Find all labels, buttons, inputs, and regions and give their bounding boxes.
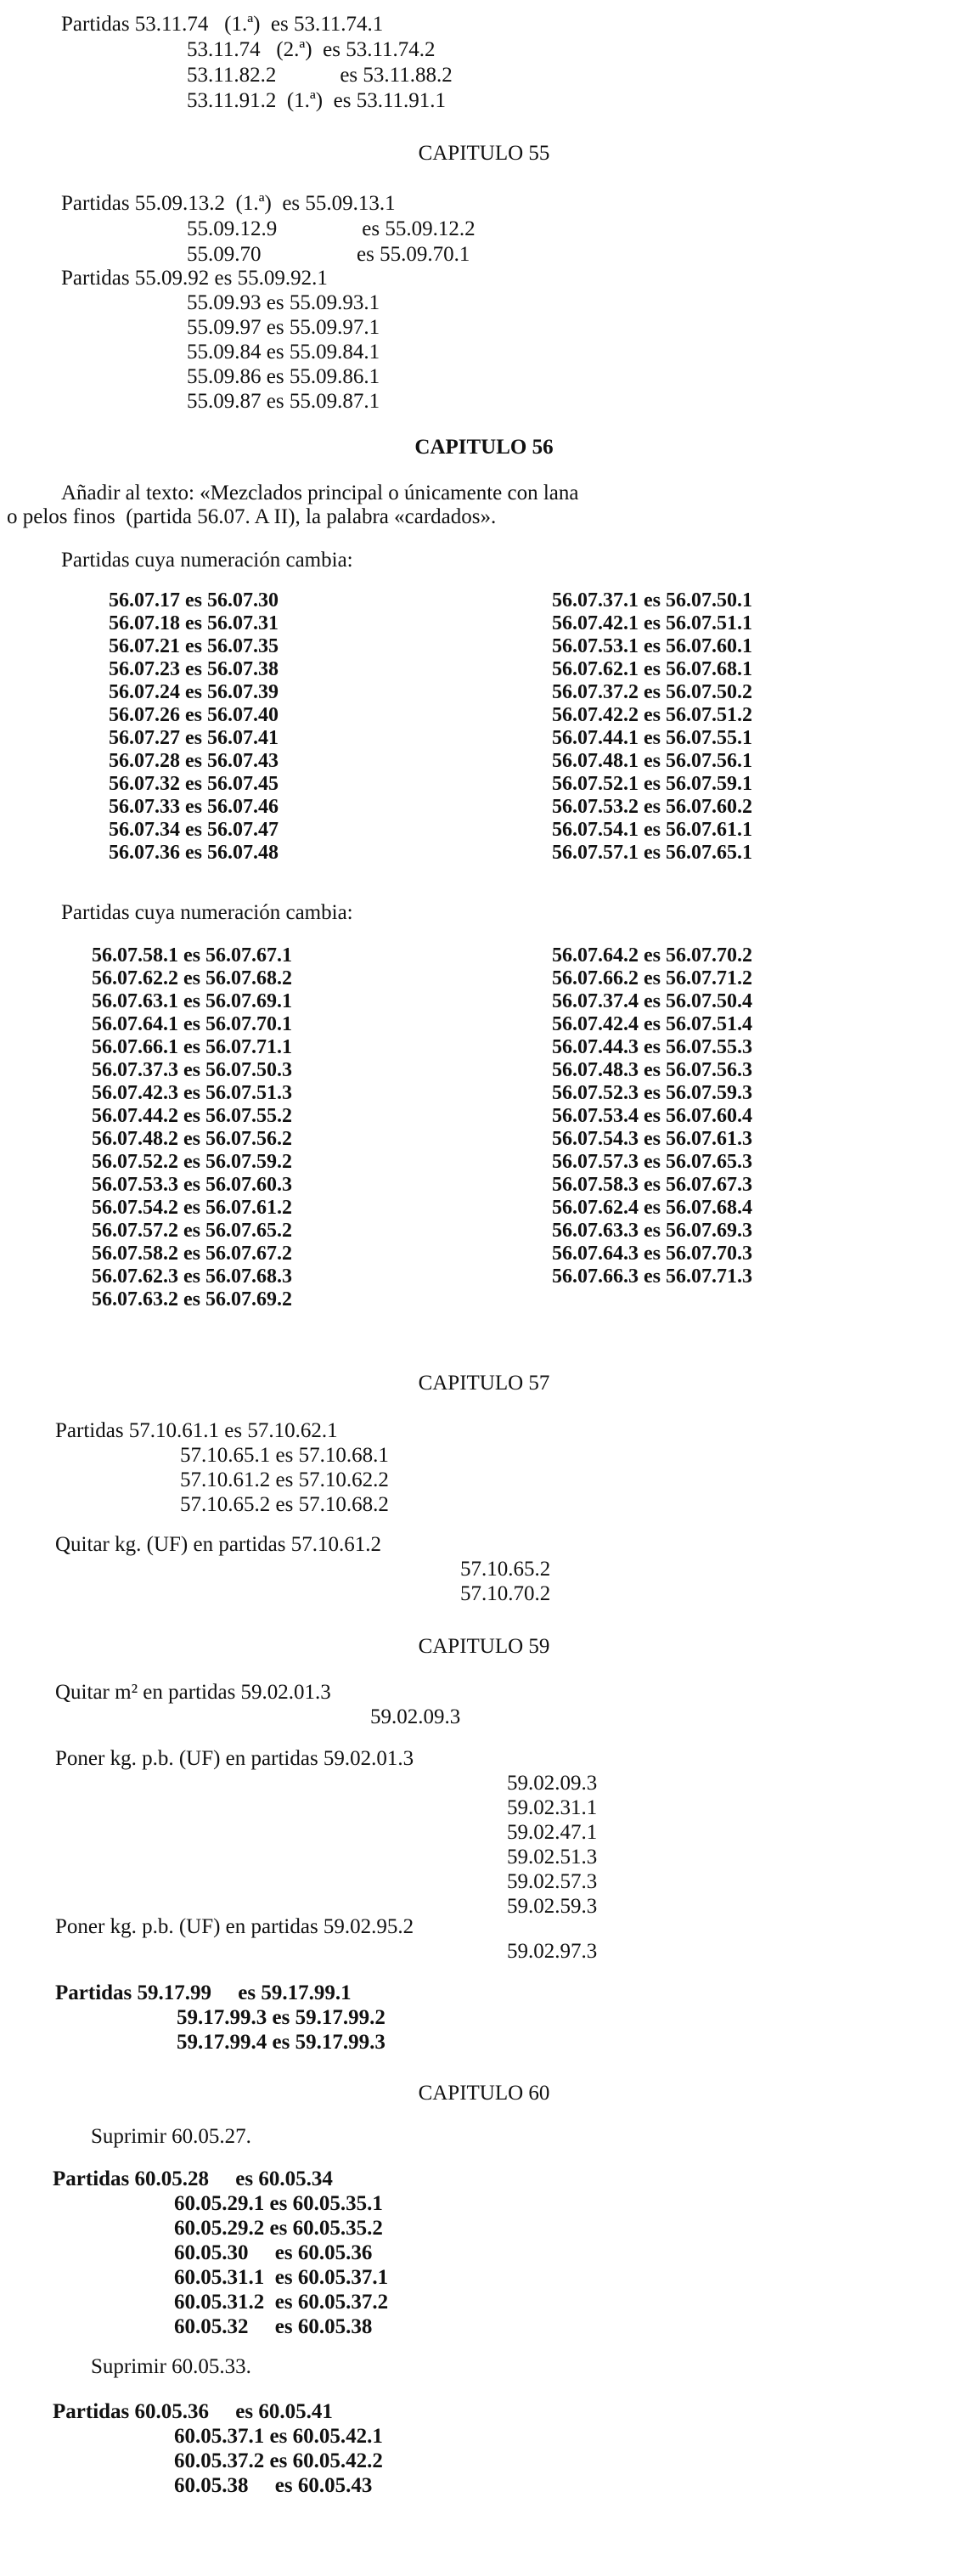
- s57-row-4: 57.10.65.2 es 57.10.68.2: [180, 1493, 389, 1516]
- s55-row-1: Partidas 55.09.13.2 (1.ª) es 55.09.13.1: [61, 192, 396, 215]
- table-row: 56.07.33 es 56.07.46: [109, 796, 279, 818]
- table-row: 56.07.63.2 es 56.07.69.2: [92, 1288, 292, 1311]
- s60-row-4: 60.05.30 es 60.05.36: [174, 2241, 373, 2264]
- table-row: 56.07.62.3 es 56.07.68.3: [92, 1265, 292, 1288]
- table-row: 56.07.52.3 es 56.07.59.3: [552, 1082, 752, 1104]
- table-row: 56.07.57.2 es 56.07.65.2: [92, 1220, 292, 1242]
- s59-row-3: 59.17.99.4 es 59.17.99.3: [177, 2031, 386, 2054]
- table-row: 56.07.37.1 es 56.07.50.1: [552, 589, 752, 612]
- table-row: 56.07.58.1 es 56.07.67.1: [92, 944, 292, 967]
- s55-row-4: Partidas 55.09.92 es 55.09.92.1: [61, 267, 328, 290]
- s59-poner-9: 59.02.97.3: [507, 1940, 598, 1963]
- s59-poner-2: 59.02.09.3: [507, 1772, 598, 1795]
- chapter-59-heading: CAPITULO 59: [418, 1635, 550, 1658]
- s53-row-3: 53.11.82.2 es 53.11.88.2: [187, 64, 453, 87]
- table-row: 56.07.42.3 es 56.07.51.3: [92, 1082, 292, 1104]
- table-row: 56.07.18 es 56.07.31: [109, 612, 279, 634]
- s55-row-7: 55.09.84 es 55.09.84.1: [187, 341, 380, 364]
- table-row: 56.07.24 es 56.07.39: [109, 681, 279, 703]
- s59-row-2: 59.17.99.3 es 59.17.99.2: [177, 2006, 386, 2029]
- s56-label-1: Partidas cuya numeración cambia:: [61, 549, 353, 572]
- table-row: 56.07.42.4 es 56.07.51.4: [552, 1013, 752, 1035]
- table-row: 56.07.53.2 es 56.07.60.2: [552, 796, 752, 818]
- table-row: 56.07.27 es 56.07.41: [109, 727, 279, 749]
- s59-poner-8: Poner kg. p.b. (UF) en partidas 59.02.95.2: [55, 1915, 414, 1938]
- s55-row-2: 55.09.12.9 es 55.09.12.2: [187, 217, 476, 240]
- table-row: 56.07.64.3 es 56.07.70.3: [552, 1243, 752, 1265]
- s57-quitar-3: 57.10.70.2: [460, 1582, 551, 1605]
- s60-row-6: 60.05.31.2 es 60.05.37.2: [174, 2291, 389, 2314]
- s56-label-2: Partidas cuya numeración cambia:: [61, 901, 353, 924]
- s53-row-2: 53.11.74 (2.ª) es 53.11.74.2: [187, 38, 436, 61]
- table-row: 56.07.57.3 es 56.07.65.3: [552, 1151, 752, 1173]
- s55-row-3: 55.09.70 es 55.09.70.1: [187, 243, 470, 266]
- s57-row-1: Partidas 57.10.61.1 es 57.10.62.1: [55, 1419, 338, 1442]
- table-row: 56.07.62.2 es 56.07.68.2: [92, 967, 292, 989]
- s59-quitar-2: 59.02.09.3: [370, 1705, 461, 1728]
- table-row: 56.07.48.1 es 56.07.56.1: [552, 750, 752, 772]
- table-row: 56.07.57.1 es 56.07.65.1: [552, 842, 752, 864]
- table-row: 56.07.62.1 es 56.07.68.1: [552, 658, 752, 680]
- s59-poner-1: Poner kg. p.b. (UF) en partidas 59.02.01.3: [55, 1747, 414, 1770]
- table-row: 56.07.36 es 56.07.48: [109, 842, 279, 864]
- table-row: 56.07.23 es 56.07.38: [109, 658, 279, 680]
- s60-row-1: Partidas 60.05.28 es 60.05.34: [53, 2167, 333, 2190]
- table-row: 56.07.66.1 es 56.07.71.1: [92, 1036, 292, 1058]
- s59-poner-4: 59.02.47.1: [507, 1821, 598, 1844]
- table-row: 56.07.37.2 es 56.07.50.2: [552, 681, 752, 703]
- s60-row-11: 60.05.38 es 60.05.43: [174, 2474, 373, 2497]
- table-row: 56.07.44.2 es 56.07.55.2: [92, 1105, 292, 1127]
- table-row: 56.07.44.1 es 56.07.55.1: [552, 727, 752, 749]
- s57-quitar-2: 57.10.65.2: [460, 1558, 551, 1581]
- s59-poner-7: 59.02.59.3: [507, 1895, 598, 1918]
- table-row: 56.07.32 es 56.07.45: [109, 773, 279, 795]
- s60-row-2: 60.05.29.1 es 60.05.35.1: [174, 2192, 383, 2215]
- table-row: 56.07.48.3 es 56.07.56.3: [552, 1059, 752, 1081]
- s60-suprimir-1: Suprimir 60.05.27.: [91, 2125, 251, 2148]
- s60-suprimir-2: Suprimir 60.05.33.: [91, 2355, 251, 2378]
- table-row: 56.07.58.2 es 56.07.67.2: [92, 1243, 292, 1265]
- s55-row-5: 55.09.93 es 55.09.93.1: [187, 291, 380, 314]
- table-row: 56.07.66.3 es 56.07.71.3: [552, 1265, 752, 1288]
- table-row: 56.07.26 es 56.07.40: [109, 704, 279, 726]
- s55-row-6: 55.09.97 es 55.09.97.1: [187, 316, 380, 339]
- s59-poner-3: 59.02.31.1: [507, 1796, 598, 1819]
- table-row: 56.07.54.2 es 56.07.61.2: [92, 1197, 292, 1219]
- s59-poner-6: 59.02.57.3: [507, 1870, 598, 1893]
- s57-row-2: 57.10.65.1 es 57.10.68.1: [180, 1444, 389, 1467]
- table-row: 56.07.28 es 56.07.43: [109, 750, 279, 772]
- table-row: 56.07.54.3 es 56.07.61.3: [552, 1128, 752, 1150]
- s57-row-3: 57.10.61.2 es 57.10.62.2: [180, 1468, 389, 1491]
- table-row: 56.07.53.4 es 56.07.60.4: [552, 1105, 752, 1127]
- s60-row-10: 60.05.37.2 es 60.05.42.2: [174, 2449, 383, 2472]
- chapter-55-heading: CAPITULO 55: [418, 142, 550, 165]
- s56-text-line-1: Añadir al texto: «Mezclados principal o únicamente con lana: [61, 482, 579, 504]
- s55-row-8: 55.09.86 es 55.09.86.1: [187, 365, 380, 388]
- chapter-57-heading: CAPITULO 57: [418, 1372, 550, 1395]
- table-row: 56.07.54.1 es 56.07.61.1: [552, 819, 752, 841]
- s59-poner-5: 59.02.51.3: [507, 1846, 598, 1869]
- s60-row-7: 60.05.32 es 60.05.38: [174, 2315, 373, 2338]
- table-row: 56.07.21 es 56.07.35: [109, 635, 279, 657]
- table-row: 56.07.42.1 es 56.07.51.1: [552, 612, 752, 634]
- table-row: 56.07.44.3 es 56.07.55.3: [552, 1036, 752, 1058]
- table-row: 56.07.34 es 56.07.47: [109, 819, 279, 841]
- table-row: 56.07.53.3 es 56.07.60.3: [92, 1174, 292, 1196]
- chapter-60-heading: CAPITULO 60: [418, 2082, 550, 2105]
- table-row: 56.07.63.1 es 56.07.69.1: [92, 990, 292, 1012]
- s59-quitar-1: Quitar m² en partidas 59.02.01.3: [55, 1681, 331, 1704]
- table-row: 56.07.66.2 es 56.07.71.2: [552, 967, 752, 989]
- table-row: 56.07.64.2 es 56.07.70.2: [552, 944, 752, 967]
- table-row: 56.07.37.4 es 56.07.50.4: [552, 990, 752, 1012]
- table-row: 56.07.52.1 es 56.07.59.1: [552, 773, 752, 795]
- table-row: 56.07.64.1 es 56.07.70.1: [92, 1013, 292, 1035]
- s59-row-1: Partidas 59.17.99 es 59.17.99.1: [55, 1981, 352, 2004]
- table-row: 56.07.37.3 es 56.07.50.3: [92, 1059, 292, 1081]
- s60-row-9: 60.05.37.1 es 60.05.42.1: [174, 2425, 383, 2448]
- s60-row-5: 60.05.31.1 es 60.05.37.1: [174, 2266, 389, 2289]
- table-row: 56.07.48.2 es 56.07.56.2: [92, 1128, 292, 1150]
- table-row: 56.07.63.3 es 56.07.69.3: [552, 1220, 752, 1242]
- table-row: 56.07.53.1 es 56.07.60.1: [552, 635, 752, 657]
- s53-row-4: 53.11.91.2 (1.ª) es 53.11.91.1: [187, 89, 447, 112]
- table-row: 56.07.52.2 es 56.07.59.2: [92, 1151, 292, 1173]
- table-row: 56.07.17 es 56.07.30: [109, 589, 279, 612]
- s56-text-line-2: o pelos finos (partida 56.07. A II), la palabra «cardados».: [7, 505, 497, 528]
- s53-row-1: Partidas 53.11.74 (1.ª) es 53.11.74.1: [61, 13, 384, 36]
- s55-row-9: 55.09.87 es 55.09.87.1: [187, 390, 380, 413]
- s60-row-8: Partidas 60.05.36 es 60.05.41: [53, 2400, 333, 2423]
- s60-row-3: 60.05.29.2 es 60.05.35.2: [174, 2217, 383, 2240]
- table-row: 56.07.62.4 es 56.07.68.4: [552, 1197, 752, 1219]
- chapter-56-heading: CAPITULO 56: [414, 436, 554, 459]
- s57-quitar-1: Quitar kg. (UF) en partidas 57.10.61.2: [55, 1533, 381, 1556]
- table-row: 56.07.42.2 es 56.07.51.2: [552, 704, 752, 726]
- table-row: 56.07.58.3 es 56.07.67.3: [552, 1174, 752, 1196]
